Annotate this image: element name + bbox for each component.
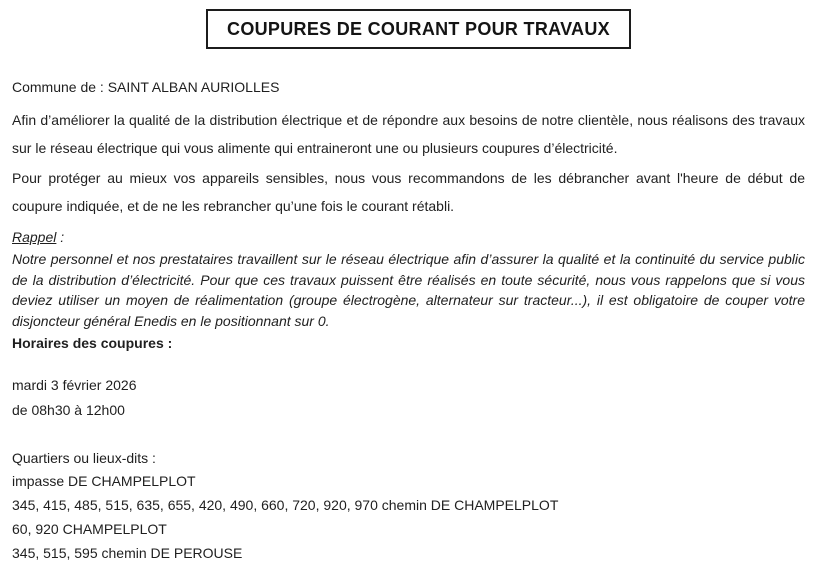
quartier-item: 345, 515, 595 chemin DE PEROUSE [12, 545, 243, 561]
commune-line: Commune de : SAINT ALBAN AURIOLLES [12, 79, 280, 95]
intro-paragraph: Afin d’améliorer la qualité de la distribution électrique et de répondre aux besoins de notre clientèle, nous réalisons des travaux sur le réseau électrique qui vous alimente qui entraineront une ou plusieurs coupures d’électricité. [12, 112, 805, 156]
advice-paragraph: Pour protéger au mieux vos appareils sensibles, nous vous recommandons de les débrancher avant l'heure de début de coupure indiquée, et de ne les rebrancher qu’une fois le courant rétabli. [12, 170, 805, 214]
outage-time-range: de 08h30 à 12h00 [12, 402, 125, 418]
document-title: COUPURES DE COURANT POUR TRAVAUX [227, 19, 610, 39]
quartier-item: 60, 920 CHAMPELPLOT [12, 521, 167, 537]
quartier-item: 345, 415, 485, 515, 635, 655, 420, 490, 660, 720, 920, 970 chemin DE CHAMPELPLOT [12, 497, 559, 513]
title-box [206, 9, 631, 49]
rappel-heading [12, 227, 805, 248]
rappel-paragraph: Notre personnel et nos prestataires travaillent sur le réseau électrique afin d’assurer la qualité et la continuité du service public de la distribution d’électricité. Pour que ces travaux puissent être réalisés en toute sécurité, nous vous rappelons que si vous deviez utiliser un moyen de réalimentation (groupe électrogène, alternateur sur tracteur...), il est obligatoire de couper votre disjoncteur général Enedis en le positionnant sur 0. [12, 251, 805, 329]
quartier-item: impasse DE CHAMPELPLOT [12, 473, 196, 489]
outage-date: mardi 3 février 2026 [12, 377, 137, 393]
rappel-colon: : [56, 229, 65, 245]
rappel-label: Rappel [12, 229, 57, 245]
quartiers-heading: Quartiers ou lieux-dits : [12, 450, 156, 466]
horaires-heading: Horaires des coupures : [12, 335, 173, 351]
